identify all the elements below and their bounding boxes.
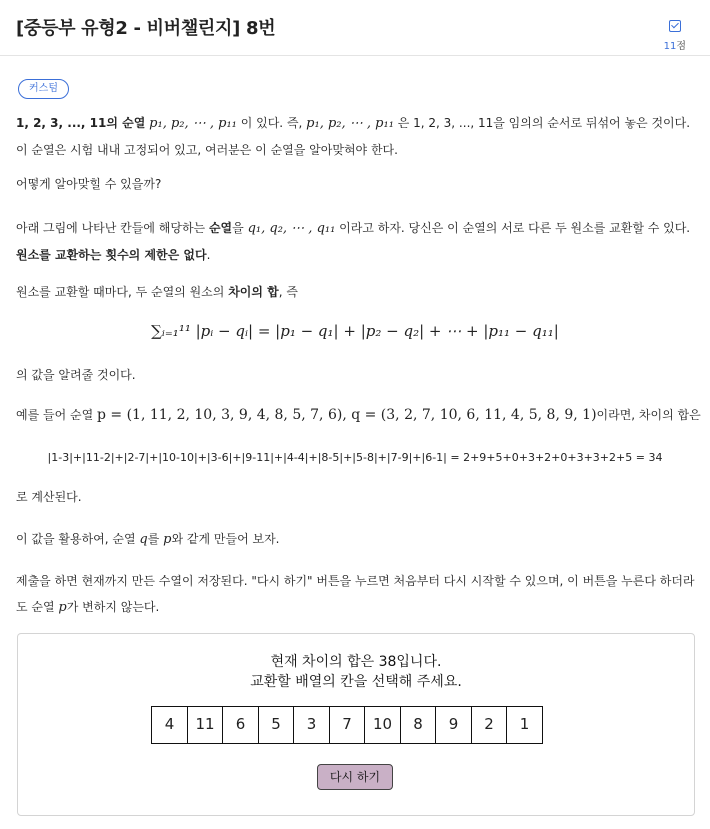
score-unit: 점 [676,41,686,52]
problem-paragraph-8 [16,530,279,547]
custom-tag: 커스텀 [18,79,69,99]
text-span: 이라고 하자. 당신은 이 순열의 서로 다른 두 원소를 교환할 수 있다. [335,221,691,235]
score-badge [664,20,686,53]
permutation-cell[interactable]: 1 [506,706,543,744]
game-panel [17,633,695,816]
permutation-cell[interactable]: 8 [400,706,437,744]
math-q-sequence: q₁, q₂, ⋯ , q₁₁ [247,221,336,236]
problem-paragraph-1 [16,110,696,163]
text-span: 을 [232,221,248,235]
math-p-sequence: p₁, p₂, ⋯ , p₁₁ [149,116,237,131]
text-span: 와 같게 만들어 보자. [171,532,280,546]
problem-paragraph-2: 어떻게 알아맞힐 수 있을까? [16,177,162,191]
text-span: 제출을 하면 현재까지 만든 수열이 저장된다. "다시 하기" 버튼을 누르면 처음부터 다시 시작할 수 있으며, 이 버튼을 누른다 하더라도 순열 [16,574,695,614]
math-p: p [163,532,172,547]
text-span: 예를 들어 순열 [16,408,97,422]
text-span: 아래 그림에 나타난 칸들에 해당하는 [16,221,209,235]
permutation-cell[interactable]: 3 [293,706,330,744]
sum-formula: ∑ᵢ₌₁¹¹ |pᵢ − qᵢ| = |p₁ − q₁| + |p₂ − q₂| + ⋯ + |p₁₁ − q₁₁| [151,322,559,340]
math-p-sequence-2: p₁, p₂, ⋯ , p₁₁ [306,116,394,131]
permutation-cell[interactable]: 2 [471,706,508,744]
math-example-permutations: p = (1, 11, 2, 10, 3, 9, 4, 8, 5, 7, 6), q = (3, 2, 7, 10, 6, 11, 4, 5, 8, 9, 1) [97,407,597,423]
permutation-cells [151,706,543,744]
problem-paragraph-5: 의 값을 알려줄 것이다. [16,368,136,382]
instruction-text: 교환할 배열의 칸을 선택해 주세요. [250,674,462,690]
permutation-label: 1, 2, 3, ..., 11의 순열 [16,116,146,130]
permutation-cell[interactable]: 9 [435,706,472,744]
checkbox-icon [669,20,681,32]
permutation-cell[interactable]: 4 [151,706,188,744]
text-span: . [206,248,211,262]
difference-sum-status: 현재 차이의 합은 38입니다. [270,654,442,670]
page-title: [중등부 유형2 - 비버챌린지] 8번 [16,18,276,39]
text-span: 를 [147,532,164,546]
text-span: 이라면, 차이의 합은 [596,408,701,422]
text-span: 이 값을 활용하여, 순열 [16,532,140,546]
text-span: 이 있다. 즉, [236,116,307,130]
permutation-cell[interactable]: 11 [187,706,224,744]
math-q: q [139,532,148,547]
text-span: 은 1, 2, 3, ..., 11을 임의의 순서로 뒤섞어 놓은 것이다. 이 순열은 시험 내내 고정되어 있고, 여러분은 이 순열을 알아맞혀야 한다. [16,116,691,157]
example-calculation: |1-3|+|11-2|+|2-7|+|10-10|+|3-6|+|9-11|+|4-4|+|8-5|+|5-8|+|7-9|+|6-1| = 2+9+5+0+3+2+0+3+3+2+5 = 34 [47,451,663,464]
permutation-cell[interactable]: 7 [329,706,366,744]
permutation-cell[interactable]: 6 [222,706,259,744]
problem-paragraph-7: 로 계산된다. [16,490,82,504]
reset-button[interactable]: 다시 하기 [317,764,393,790]
text-span: , 즉 [278,285,298,299]
problem-paragraph-4 [16,283,298,300]
bold-text: 순열 [208,221,233,235]
problem-paragraph-6 [16,406,701,423]
score-value: 11 [663,41,677,52]
problem-paragraph-3 [16,215,696,268]
text-span: 원소를 교환할 때마다, 두 순열의 원소의 [16,285,229,299]
math-p: p [58,600,67,615]
game-status [18,652,694,692]
text-span: 가 변하지 않는다. [66,600,160,614]
header [0,0,710,56]
permutation-cell[interactable]: 10 [364,706,401,744]
bold-text: 차이의 합 [228,285,279,299]
bold-text: 원소를 교환하는 횟수의 제한은 없다 [16,248,207,262]
permutation-cell[interactable]: 5 [258,706,295,744]
problem-paragraph-9 [16,568,696,621]
